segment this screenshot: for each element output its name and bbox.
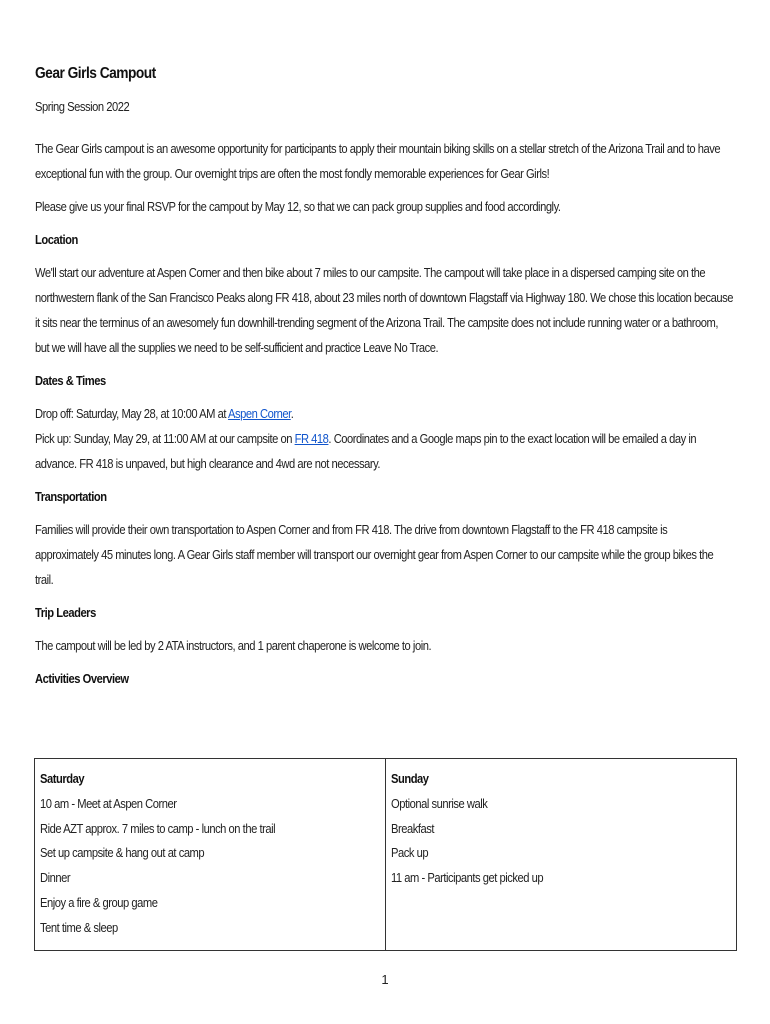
saturday-heading: Saturday bbox=[40, 771, 85, 786]
aspen-corner-link[interactable]: Aspen Corner bbox=[228, 406, 291, 421]
dates-text bbox=[35, 401, 733, 476]
location-heading: Location bbox=[35, 232, 78, 247]
list-item: Optional sunrise walk bbox=[391, 795, 488, 811]
list-item: 10 am - Meet at Aspen Corner bbox=[40, 795, 177, 811]
activities-table bbox=[34, 758, 737, 951]
dates-heading: Dates & Times bbox=[35, 373, 106, 388]
sunday-column bbox=[386, 759, 737, 951]
rsvp-paragraph: Please give us your final RSVP for the campout by May 12, so that we can pack group supplies and food accordingly. bbox=[35, 199, 561, 214]
page-number: 1 bbox=[381, 972, 389, 987]
subtitle: Spring Session 2022 bbox=[35, 99, 130, 114]
list-item: Dinner bbox=[40, 870, 71, 886]
list-item: Breakfast bbox=[391, 820, 434, 836]
location-text: We'll start our adventure at Aspen Corner and then bike about 7 miles to our campsite. The campout will take place in a dispersed camping site on the northwestern flank of the San Francisco Peaks along FR 418, about 23 miles north of downtown Flagstaff via Highway 180. We chose this location because it sits near the terminus of an awesomely fun downhill-trending segment of the Arizona Trail. The campsite does not include running water or a bathroom, but we will have all the supplies we need to be self-sufficient and practice Leave No Trace. bbox=[35, 265, 734, 355]
pickup-details: . Coordinates and a Google maps pin to the exact location will be emailed a day in advance. FR 418 is unpaved, but high clearance and 4wd are not necessary. bbox=[35, 431, 697, 471]
leaders-heading: Trip Leaders bbox=[35, 605, 96, 620]
pickup-text: Pick up: Sunday, May 29, at 11:00 AM at our campsite on bbox=[35, 431, 295, 446]
page-title: Gear Girls Campout bbox=[35, 65, 156, 82]
intro-paragraph: The Gear Girls campout is an awesome opportunity for participants to apply their mountain biking skills on a stellar stretch of the Arizona Trail and to have exceptional fun with the group. Our overnight trips are often the most fondly memorable experiences for Gear Girls! bbox=[35, 141, 721, 181]
transportation-text: Families will provide their own transportation to Aspen Corner and from FR 418. The drive from downtown Flagstaff to the FR 418 campsite is approximately 45 minutes long. A Gear Girls staff member will transport our overnight gear from Aspen Corner to our campsite while the group bikes the trail. bbox=[35, 522, 714, 587]
list-item: 11 am - Participants get picked up bbox=[391, 870, 544, 886]
list-item: Set up campsite & hang out at camp bbox=[40, 845, 205, 861]
sunday-heading: Sunday bbox=[391, 771, 429, 786]
transportation-heading: Transportation bbox=[35, 489, 107, 504]
activities-heading: Activities Overview bbox=[35, 671, 129, 686]
saturday-column bbox=[35, 759, 386, 951]
dropoff-end: . bbox=[290, 406, 294, 421]
list-item: Pack up bbox=[391, 845, 429, 861]
list-item: Tent time & sleep bbox=[40, 919, 118, 935]
leaders-text: The campout will be led by 2 ATA instructors, and 1 parent chaperone is welcome to join. bbox=[35, 638, 432, 653]
fr-418-link[interactable]: FR 418 bbox=[294, 431, 329, 446]
list-item: Ride AZT approx. 7 miles to camp - lunch on the trail bbox=[40, 820, 276, 836]
document-content bbox=[35, 62, 735, 691]
list-item: Enjoy a fire & group game bbox=[40, 894, 158, 910]
dropoff-text: Drop off: Saturday, May 28, at 10:00 AM at bbox=[35, 406, 229, 421]
